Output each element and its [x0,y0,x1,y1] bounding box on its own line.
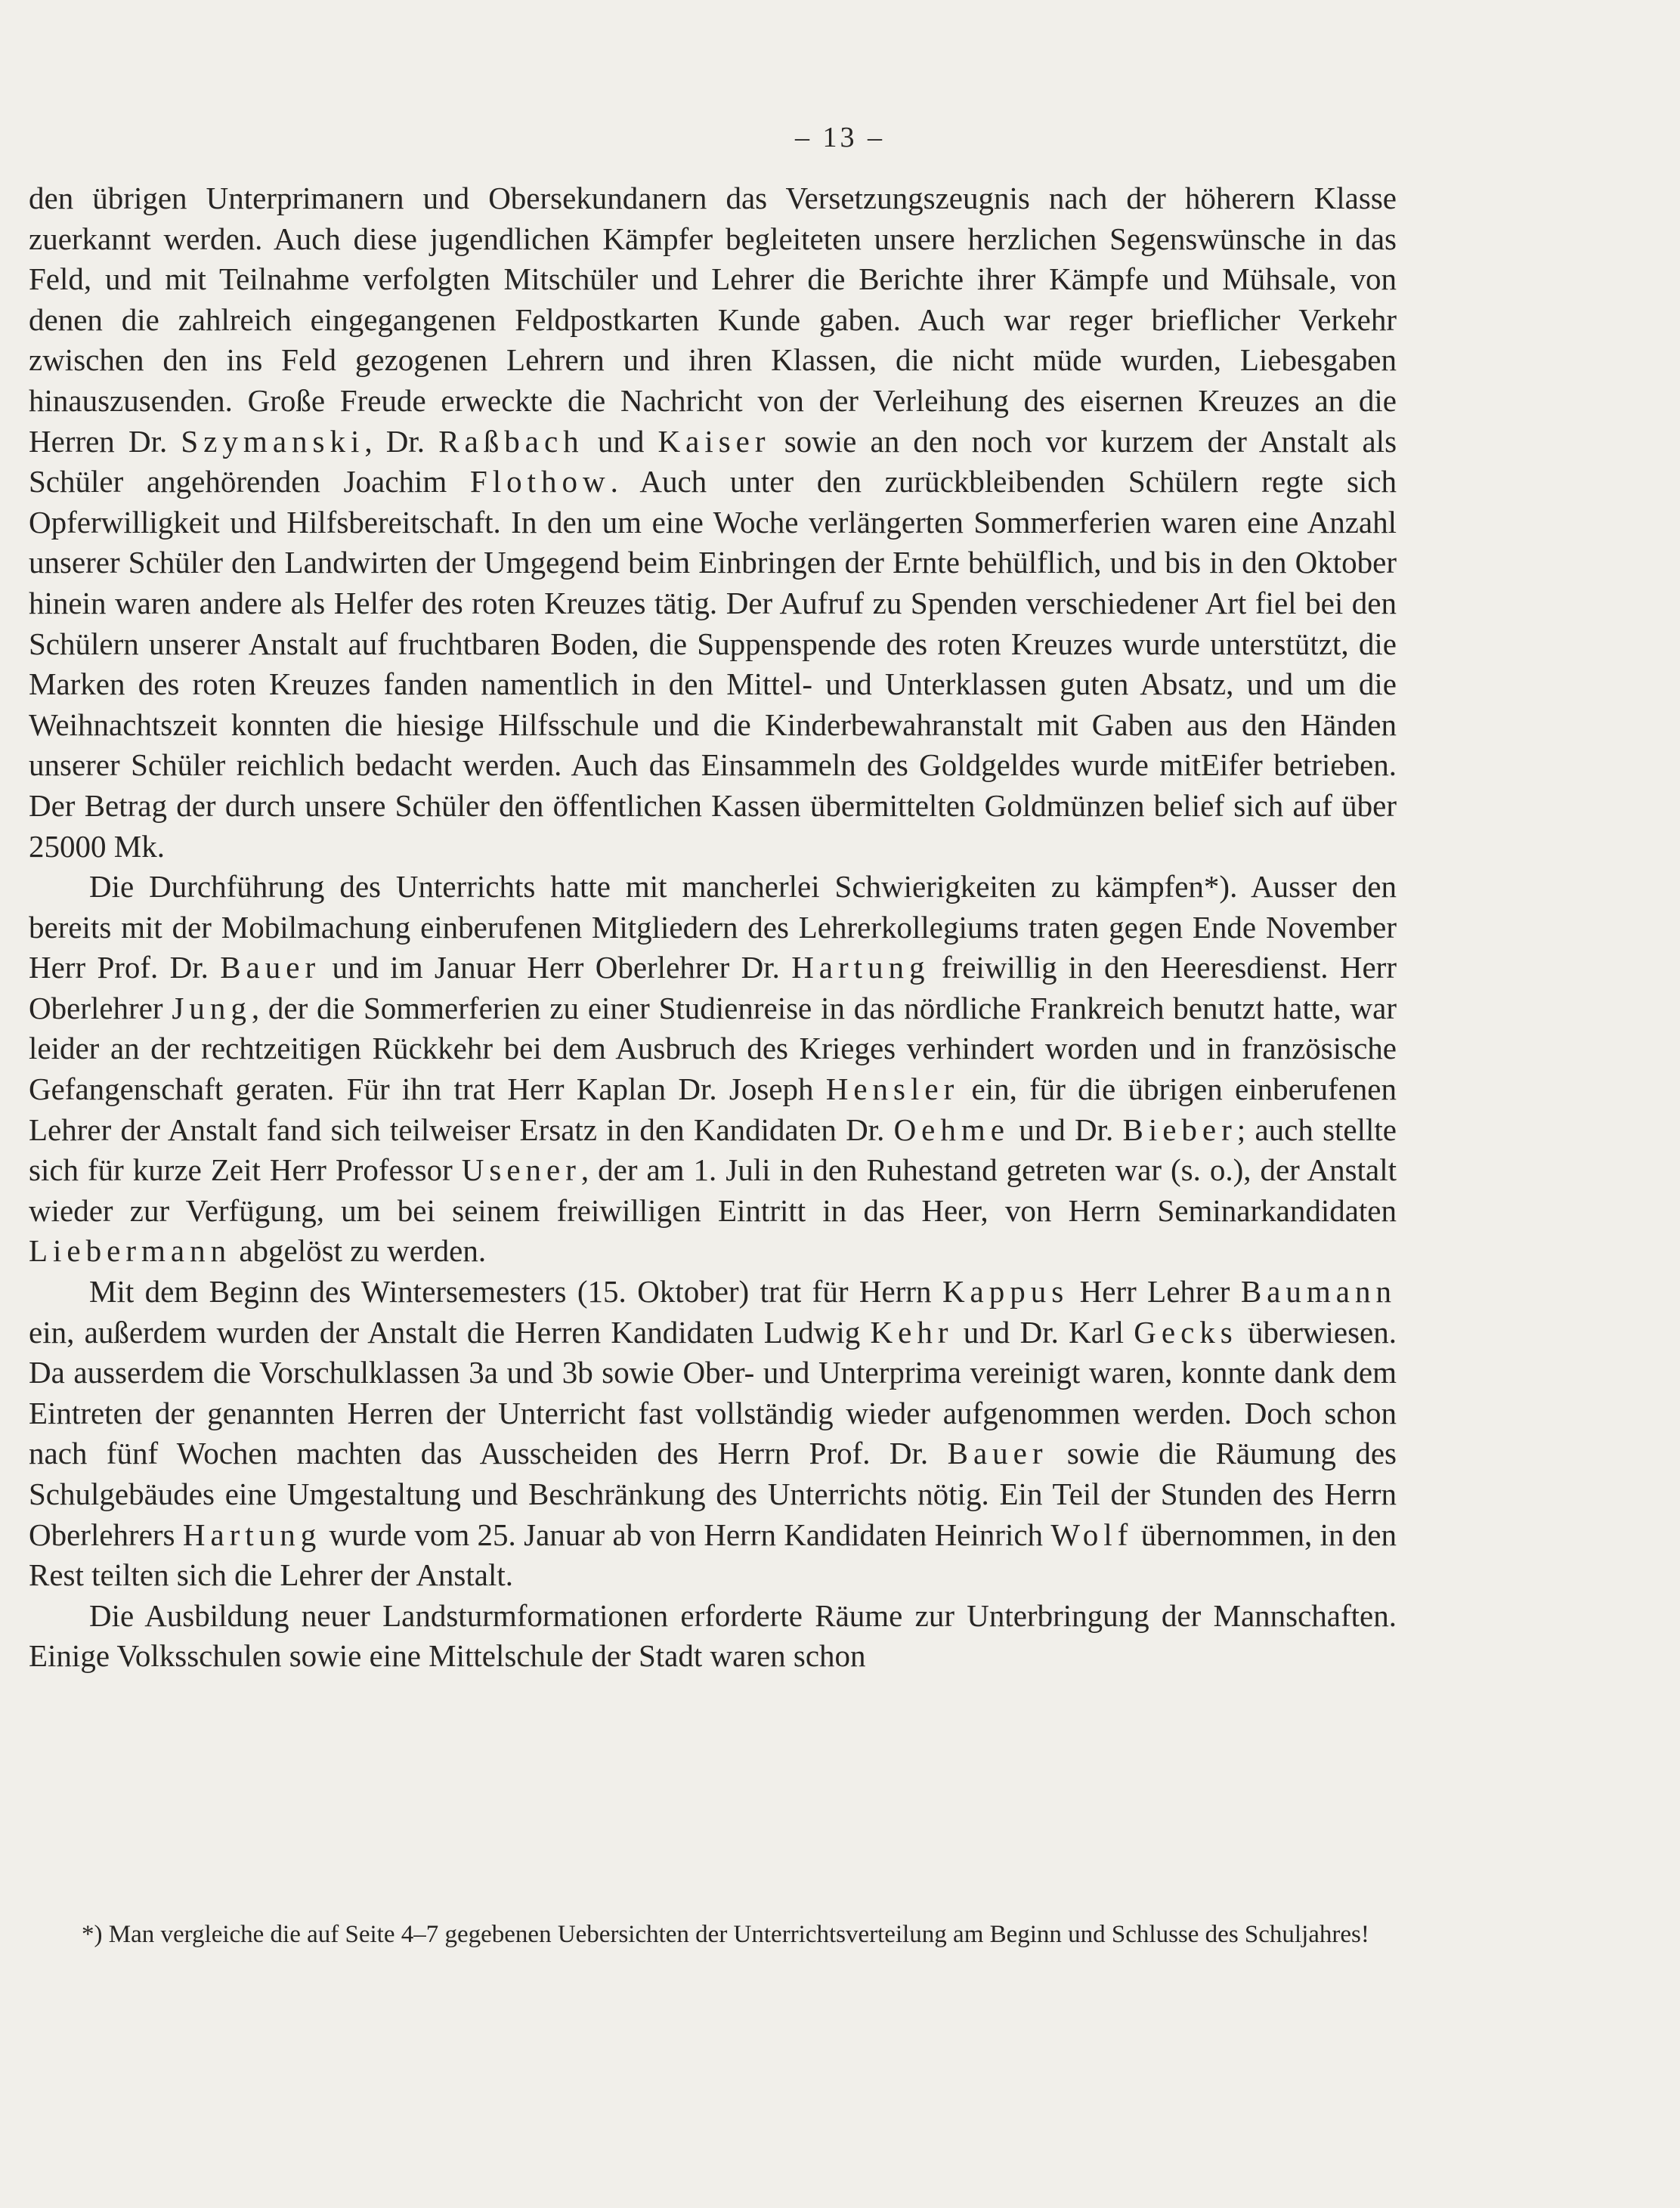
spaced-name: Bieber [1122,1112,1237,1147]
text-segment: und [583,423,658,459]
spaced-name: Hensler [825,1072,960,1107]
text-segment: und im Januar Herr Oberlehrer Dr. [320,950,792,985]
text-segment: sowie an den noch vor kurzem der Anstalt als Schüler angehörenden Joachim [29,423,1397,499]
text-segment: übernommen, in den Rest teilten sich die Lehrer der Anstalt. [29,1517,1397,1593]
paragraph-1 [29,178,1397,867]
spaced-name: Kehr [870,1314,954,1350]
spaced-name: Hartung [791,950,930,985]
paragraph-4 [29,1596,1397,1677]
text-segment: sowie die Räumung des Schulgebäudes eine Umgestaltung und Beschränkung des Unterrichts nötig. Ein Teil der Stunden des Herrn Oberlehrers [29,1436,1397,1552]
text-segment: und Dr. Karl [953,1314,1134,1350]
text-segment: abgelöst zu werden. [231,1233,487,1269]
footnote-marker: *) [82,1921,103,1948]
text-segment: . Auch unter den zurückbleibenden Schülern regte sich Opferwilligkeit und Hilfsbereitschaft. In den um eine Woche verlängerten Sommerferien waren eine Anzahl unserer Schüler den Landwirten der Umgegend beim Einbringen der Ernte behülflich, und bis in den Oktober hinein waren andere als Helfer des roten Kreuzes tätig. Der Aufruf zu Spenden verschiedener Art fiel bei den Schülern unserer Anstalt auf fruchtbaren Boden, die Suppenspende des roten Kreuzes wurde unterstützt, die Marken des roten Kreuzes fanden namentlich in den Mittel- und Unterklassen guten Absatz, und um die Weihnachtszeit konnten die hiesige Hilfsschule und die Kinderbewahranstalt mit Gaben aus den Händen unserer Schüler reichlich bedacht werden. Auch das Einsammeln des Goldgeldes wurde mitEifer betrieben. Der Betrag der durch unsere Schüler den öffentlichen Kassen übermittelten Goldmünzen belief sich auf über 25000 Mk. [29,464,1397,864]
text-segment: überwiesen. Da ausserdem die Vorschulklassen 3a und 3b sowie Ober- und Unterprima vereinigt waren, konnte dank dem Eintreten der genannten Herren der Unterricht fast vollständig wieder aufgenommen werden. Doch schon nach fünf Wochen machten das Ausscheiden des Herrn Prof. Dr. [29,1314,1397,1471]
spaced-name: Baumann [1240,1274,1397,1310]
spaced-name: Gecks [1134,1314,1238,1350]
text-segment: wurde vom 25. Januar ab von Herrn Kandidaten Heinrich [321,1517,1051,1552]
footnote-text: Man vergleiche die auf Seite 4–7 gegebenen Uebersichten der Unterrichtsverteilung am Beginn und Schlusse des Schuljahres! [102,1921,1369,1948]
spaced-name: Kappus [942,1274,1069,1310]
text-segment: freiwillig in den Heeresdienst. Herr Oberlehrer [29,950,1397,1025]
paragraph-3 [29,1272,1397,1596]
spaced-name: Jung [172,990,252,1025]
text-segment: , der die Sommerferien zu einer Studienreise in das nördliche Frankreich benutzt hatte, war leider an der rechtzeitigen Rückkehr bei dem Ausbruch des Krieges verhindert worden und in französische Gefangenschaft geraten. Für ihn trat Herr Kaplan Dr. Joseph [29,990,1397,1107]
text-segment: Mit dem Beginn des Wintersemesters (15. Oktober) trat für Herrn [89,1274,942,1310]
body-text [29,178,1397,1677]
spaced-name: Bauer [220,950,321,985]
paragraph-2 [29,867,1397,1272]
spaced-name: Oehme [893,1112,1010,1147]
text-segment: , der am 1. Juli in den Ruhestand getreten war (s. o.), der Anstalt wieder zur Verfügung, um bei seinem freiwilligen Eintritt in das Heer, von Herrn Seminarkandidaten [29,1152,1397,1228]
text-segment: Die Ausbildung neuer Landsturmformationen erforderte Räume zur Unterbringung der Mannschaften. Einige Volksschulen sowie eine Mittelschule der Stadt waren schon [29,1597,1397,1674]
text-segment: ; auch stellte sich für kurze Zeit Herr Professor [29,1112,1397,1188]
page-number: – 13 – [795,122,885,153]
spaced-name: Bauer [947,1436,1048,1471]
spaced-name: Usener [461,1152,581,1188]
text-segment: ein, außerdem wurden der Anstalt die Herren Kandidaten Ludwig [29,1314,871,1350]
spaced-name: Liebermann [29,1233,232,1269]
spaced-name: Szymanski [181,423,365,459]
footnote [23,1918,1375,1952]
text-segment: , Dr. [364,423,439,459]
spaced-name: Hartung [182,1517,322,1552]
text-segment: den übrigen Unterprimanern und Obersekundanern das Versetzungszeugnis nach der höherern Klasse zuerkannt werden. Auch diese jugendlichen Kämpfer begleiteten unsere herzlichen Segenswünsche in das Feld, und mit Teilnahme verfolgten Mitschüler und Lehrer die Berichte ihrer Kämpfe und Mühsale, von denen die zahlreich eingegangenen Feldpostkarten Kunde gaben. Auch war reger brieflicher Verkehr zwischen den ins Feld gezogenen Lehrern und ihren Klassen, die nicht müde wurden, Liebesgaben hinauszusenden. Große Freude erweckte die Nachricht von der Verleihung des eisernen Kreuzes an die Herren Dr. [29,181,1397,459]
spaced-name: Kaiser [657,423,771,459]
spaced-name: Wolf [1050,1517,1134,1552]
spaced-name: Flothow [469,464,611,499]
text-segment: Herr Lehrer [1069,1274,1241,1310]
text-segment: Die Durchführung des Unterrichts hatte mit mancherlei Schwierigkeiten zu kämpfen*). Ausser den bereits mit der Mobilmachung einberufenen Mitgliedern des Lehrerkollegiums traten gegen Ende November Herr Prof. Dr. [29,869,1397,985]
text-segment: und Dr. [1009,1112,1123,1147]
spaced-name: Raßbach [438,423,584,459]
text-segment: ein, für die übrigen einberufenen Lehrer der Anstalt fand sich teilweiser Ersatz in den Kandidaten Dr. [29,1072,1397,1147]
